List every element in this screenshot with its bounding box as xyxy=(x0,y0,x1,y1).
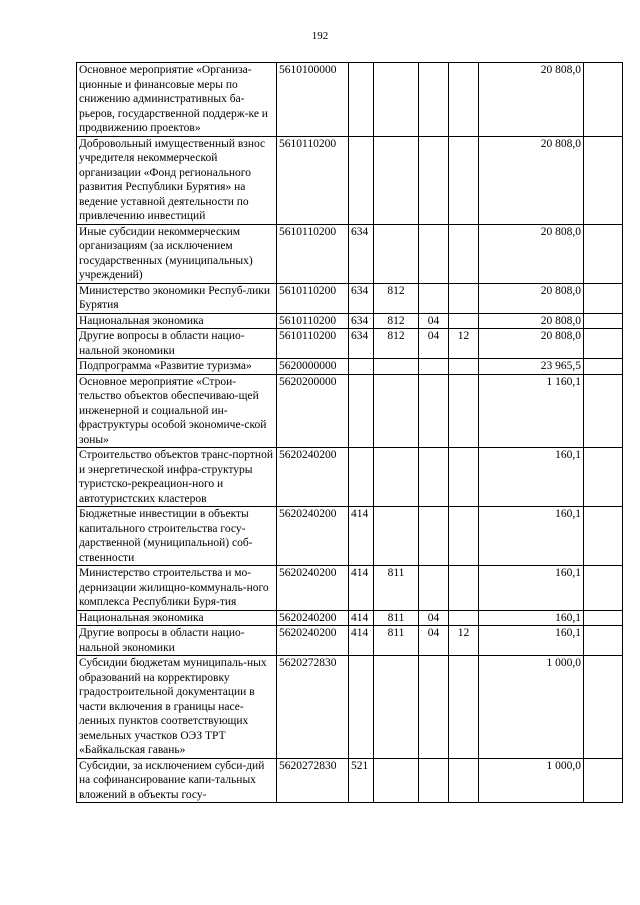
table-row xyxy=(77,448,623,507)
section-code: 04 xyxy=(419,329,449,359)
table-row xyxy=(77,224,623,283)
ministry-code xyxy=(374,374,419,448)
expense-type: 634 xyxy=(349,224,374,283)
amount: 1 000,0 xyxy=(479,656,584,759)
subsection-code: 12 xyxy=(449,626,479,656)
amount: 1 160,1 xyxy=(479,374,584,448)
ministry-code xyxy=(374,507,419,566)
amount: 160,1 xyxy=(479,626,584,656)
empty-cell xyxy=(584,507,623,566)
section-code: 04 xyxy=(419,626,449,656)
target-code: 5620240200 xyxy=(277,610,349,626)
subsection-code xyxy=(449,566,479,611)
row-name: Подпрограмма «Развитие туризма» xyxy=(77,359,277,375)
section-code xyxy=(419,136,449,224)
section-code xyxy=(419,448,449,507)
row-name: Другие вопросы в области нацио-нальной экономики xyxy=(77,626,277,656)
amount: 1 000,0 xyxy=(479,758,584,803)
target-code: 5610110200 xyxy=(277,313,349,329)
expense-type xyxy=(349,359,374,375)
target-code: 5620240200 xyxy=(277,448,349,507)
amount: 20 808,0 xyxy=(479,329,584,359)
ministry-code: 811 xyxy=(374,610,419,626)
subsection-code xyxy=(449,359,479,375)
empty-cell xyxy=(584,329,623,359)
expense-type: 414 xyxy=(349,507,374,566)
target-code: 5610110200 xyxy=(277,329,349,359)
ministry-code: 812 xyxy=(374,283,419,313)
table-row xyxy=(77,63,623,137)
row-name: Субсидии, за исключением субси-дий на софинансирование капи-тальных вложений в объекты госу- xyxy=(77,758,277,803)
amount: 160,1 xyxy=(479,610,584,626)
table-row xyxy=(77,566,623,611)
empty-cell xyxy=(584,448,623,507)
section-code xyxy=(419,374,449,448)
table-row xyxy=(77,507,623,566)
row-name: Строительство объектов транс-портной и энергетической инфра-структуры туристско-рекреацион-ного и автотуристских кластеров xyxy=(77,448,277,507)
row-name: Другие вопросы в области нацио-нальной экономики xyxy=(77,329,277,359)
section-code: 04 xyxy=(419,610,449,626)
empty-cell xyxy=(584,610,623,626)
table-row xyxy=(77,656,623,759)
target-code: 5610110200 xyxy=(277,283,349,313)
row-name: Иные субсидии некоммерческим организациям (за исключением государственных (муниципальных) учреждений) xyxy=(77,224,277,283)
target-code: 5610110200 xyxy=(277,224,349,283)
amount: 160,1 xyxy=(479,448,584,507)
subsection-code: 12 xyxy=(449,329,479,359)
table-row xyxy=(77,283,623,313)
page-number: 192 xyxy=(311,30,329,42)
empty-cell xyxy=(584,63,623,137)
section-code xyxy=(419,656,449,759)
empty-cell xyxy=(584,758,623,803)
target-code: 5620000000 xyxy=(277,359,349,375)
subsection-code xyxy=(449,283,479,313)
empty-cell xyxy=(584,359,623,375)
empty-cell xyxy=(584,224,623,283)
table-row xyxy=(77,758,623,803)
table-row xyxy=(77,329,623,359)
ministry-code xyxy=(374,656,419,759)
table-row xyxy=(77,374,623,448)
section-code xyxy=(419,507,449,566)
budget-table xyxy=(76,62,623,803)
expense-type: 414 xyxy=(349,626,374,656)
target-code: 5610110200 xyxy=(277,136,349,224)
expense-type: 521 xyxy=(349,758,374,803)
table-row xyxy=(77,610,623,626)
amount: 23 965,5 xyxy=(479,359,584,375)
row-name: Основное мероприятие «Строи-тельство объектов обеспечиваю-щей инженерной и социальной ин-фраструктуры особой экономиче-ской зоны» xyxy=(77,374,277,448)
subsection-code xyxy=(449,507,479,566)
empty-cell xyxy=(584,374,623,448)
target-code: 5620272830 xyxy=(277,758,349,803)
expense-type xyxy=(349,63,374,137)
subsection-code xyxy=(449,63,479,137)
row-name: Министерство строительства и мо-дернизации жилищно-коммуналь-ного комплекса Республики Буря-тия xyxy=(77,566,277,611)
amount: 20 808,0 xyxy=(479,313,584,329)
row-name: Добровольный имущественный взнос учредителя некоммерческой организации «Фонд регионального развития Республики Бурятия» на ведение уставной деятельности по привлечению инвестиций xyxy=(77,136,277,224)
target-code: 5610100000 xyxy=(277,63,349,137)
ministry-code xyxy=(374,359,419,375)
empty-cell xyxy=(584,656,623,759)
ministry-code: 812 xyxy=(374,313,419,329)
ministry-code xyxy=(374,224,419,283)
table-row xyxy=(77,359,623,375)
section-code: 04 xyxy=(419,313,449,329)
amount: 20 808,0 xyxy=(479,63,584,137)
subsection-code xyxy=(449,448,479,507)
target-code: 5620272830 xyxy=(277,656,349,759)
expense-type xyxy=(349,374,374,448)
empty-cell xyxy=(584,566,623,611)
target-code: 5620240200 xyxy=(277,566,349,611)
subsection-code xyxy=(449,224,479,283)
empty-cell xyxy=(584,313,623,329)
subsection-code xyxy=(449,136,479,224)
ministry-code xyxy=(374,448,419,507)
row-name: Субсидии бюджетам муниципаль-ных образований на корректировку градостроительной документации в части включения в границы насе-ленных пунктов соответствующих земельных участков ОЭЗ ТРТ «Байкальская гавань» xyxy=(77,656,277,759)
empty-cell xyxy=(584,136,623,224)
section-code xyxy=(419,566,449,611)
ministry-code xyxy=(374,136,419,224)
section-code xyxy=(419,224,449,283)
expense-type xyxy=(349,448,374,507)
row-name: Министерство экономики Респуб-лики Бурятия xyxy=(77,283,277,313)
empty-cell xyxy=(584,626,623,656)
subsection-code xyxy=(449,313,479,329)
ministry-code: 811 xyxy=(374,626,419,656)
table-row xyxy=(77,313,623,329)
row-name: Национальная экономика xyxy=(77,313,277,329)
subsection-code xyxy=(449,758,479,803)
subsection-code xyxy=(449,610,479,626)
section-code xyxy=(419,283,449,313)
ministry-code xyxy=(374,63,419,137)
ministry-code: 811 xyxy=(374,566,419,611)
target-code: 5620200000 xyxy=(277,374,349,448)
section-code xyxy=(419,63,449,137)
section-code xyxy=(419,359,449,375)
expense-type: 634 xyxy=(349,329,374,359)
target-code: 5620240200 xyxy=(277,626,349,656)
expense-type: 414 xyxy=(349,610,374,626)
amount: 20 808,0 xyxy=(479,136,584,224)
section-code xyxy=(419,758,449,803)
expense-type: 634 xyxy=(349,313,374,329)
expense-type xyxy=(349,656,374,759)
expense-type: 634 xyxy=(349,283,374,313)
table-row xyxy=(77,626,623,656)
amount: 20 808,0 xyxy=(479,224,584,283)
amount: 20 808,0 xyxy=(479,283,584,313)
row-name: Бюджетные инвестиции в объекты капитального строительства госу-дарственной (муниципальной) соб-ственности xyxy=(77,507,277,566)
expense-type: 414 xyxy=(349,566,374,611)
empty-cell xyxy=(584,283,623,313)
expense-type xyxy=(349,136,374,224)
row-name: Национальная экономика xyxy=(77,610,277,626)
subsection-code xyxy=(449,656,479,759)
amount: 160,1 xyxy=(479,507,584,566)
target-code: 5620240200 xyxy=(277,507,349,566)
amount: 160,1 xyxy=(479,566,584,611)
table-row xyxy=(77,136,623,224)
ministry-code: 812 xyxy=(374,329,419,359)
row-name: Основное мероприятие «Организа-ционные и финансовые меры по снижению административных ба-рьеров, государственной поддерж-ке и продвижению проектов» xyxy=(77,63,277,137)
ministry-code xyxy=(374,758,419,803)
subsection-code xyxy=(449,374,479,448)
